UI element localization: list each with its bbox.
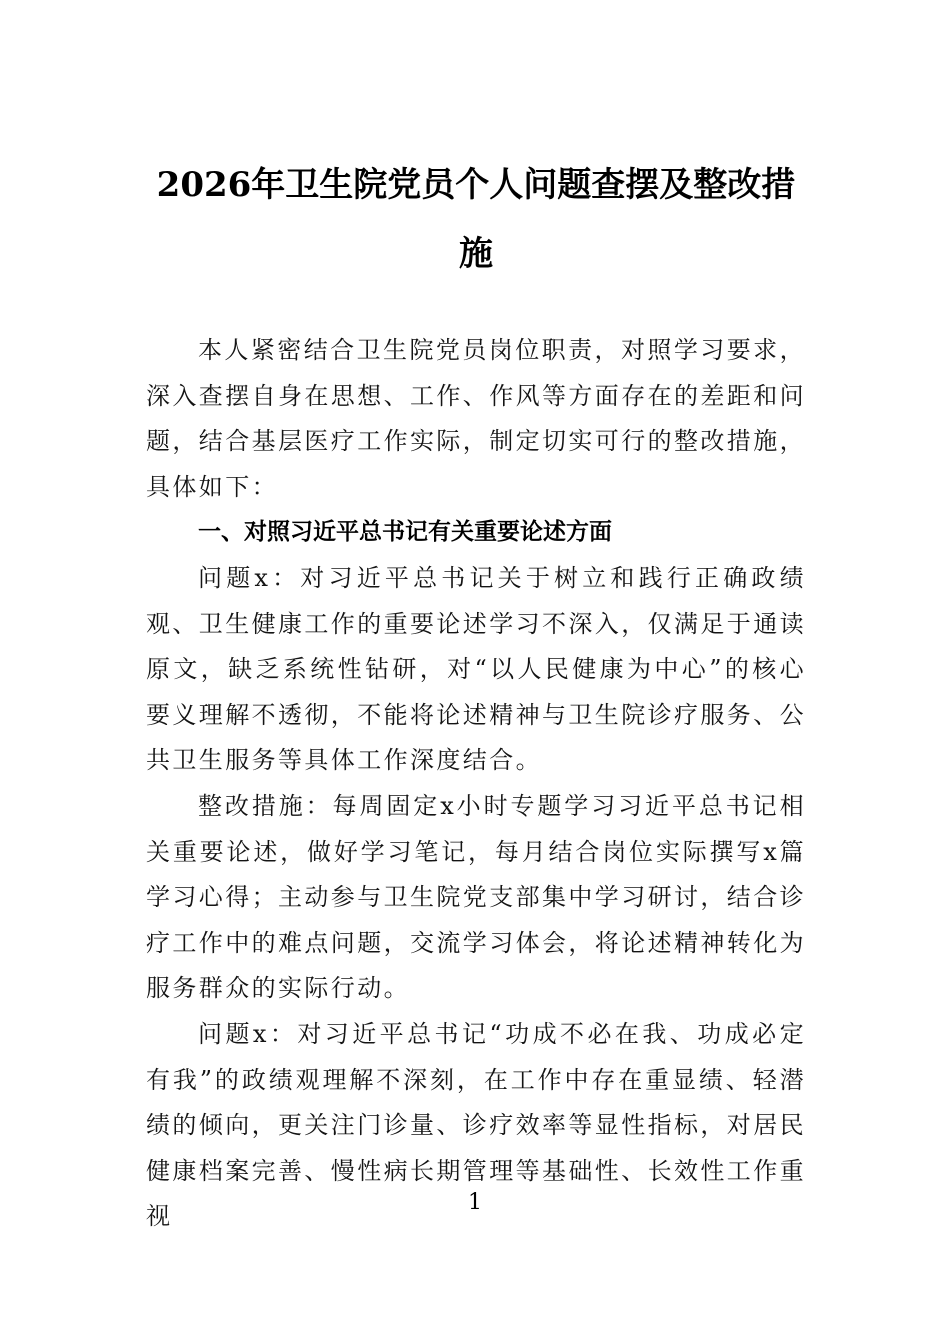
intro-paragraph: 本人紧密结合卫生院党员岗位职责，对照学习要求，深入查摆自身在思想、工作、作风等方面存在的差距和问题，结合基层医疗工作实际，制定切实可行的整改措施，具体如下： bbox=[146, 336, 806, 501]
document-title-line-1: 2026年卫生院党员个人问题查摆及整改措 bbox=[156, 165, 796, 205]
problem-paragraph-1: 问题x：对习近平总书记关于树立和践行正确政绩观、卫生健康工作的重要论述学习不深入，仅满足于通读原文，缺乏系统性钻研，对“以人民健康为中心”的核心要义理解不透彻，不能将论述精神与卫生院诊疗服务、公共卫生服务等具体工作深度结合。 bbox=[146, 563, 806, 775]
problem-paragraph-2: 问题x：对习近平总书记“功成不必在我、功成必定有我”的政绩观理解不深刻，在工作中存在重显绩、轻潜绩的倾向，更关注门诊量、诊疗效率等显性指标，对居民健康档案完善、慢性病长期管理等基础性、长效性工作重视 bbox=[146, 1019, 806, 1231]
document-body bbox=[146, 328, 806, 1240]
section-heading-1: 一、对照习近平总书记有关重要论述方面 bbox=[198, 519, 612, 546]
document-title-line-2: 施 bbox=[459, 234, 493, 274]
page-number: 1 bbox=[468, 1190, 482, 1215]
measure-paragraph-1: 整改措施：每周固定x小时专题学习习近平总书记相关重要论述，做好学习笔记，每月结合岗位实际撰写x篇学习心得；主动参与卫生院党支部集中学习研讨，结合诊疗工作中的难点问题，交流学习体会，将论述精神转化为服务群众的实际行动。 bbox=[146, 791, 806, 1003]
